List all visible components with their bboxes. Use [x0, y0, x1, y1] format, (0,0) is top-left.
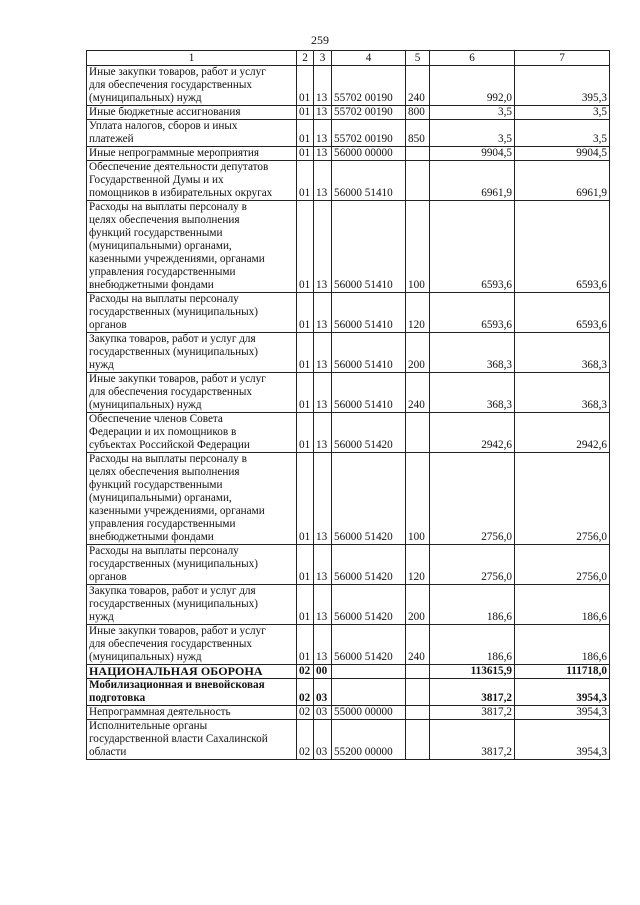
amount-col6-cell: 3817,2 [430, 706, 515, 720]
table-row [87, 453, 610, 545]
item-name-cell: Расходы на выплаты персоналу государственных (муниципальных) органов [87, 545, 297, 585]
target-article-cell: 56000 51420 [332, 545, 406, 585]
amount-col7-cell: 6961,9 [515, 161, 610, 201]
item-name-cell: Иные бюджетные ассигнования [87, 106, 297, 120]
expense-type-cell [406, 679, 430, 706]
subsection-code-cell: 03 [314, 706, 332, 720]
target-article-cell: 56000 51410 [332, 161, 406, 201]
amount-col6-cell: 186,6 [430, 585, 515, 625]
target-article-cell: 56000 51410 [332, 373, 406, 413]
table-row [87, 161, 610, 201]
page-number: 259 [311, 33, 329, 47]
amount-col6-cell: 2756,0 [430, 453, 515, 545]
item-name-cell: Иные непрограммные мероприятия [87, 147, 297, 161]
amount-col7-cell: 9904,5 [515, 147, 610, 161]
table-header-row [87, 51, 610, 66]
subsection-code-cell: 13 [314, 585, 332, 625]
subsection-code-cell: 13 [314, 201, 332, 293]
subsection-code-cell: 03 [314, 720, 332, 760]
table-row [87, 333, 610, 373]
target-article-cell: 56000 51410 [332, 293, 406, 333]
target-article-cell: 55200 00000 [332, 720, 406, 760]
expense-type-cell [406, 720, 430, 760]
section-code-cell: 01 [297, 545, 314, 585]
amount-col6-cell: 2942,6 [430, 413, 515, 453]
column-header: 5 [406, 51, 430, 66]
subsection-code-cell: 13 [314, 106, 332, 120]
table-row [87, 679, 610, 706]
amount-col6-cell: 6593,6 [430, 293, 515, 333]
amount-col6-cell: 3817,2 [430, 679, 515, 706]
amount-col7-cell: 3,5 [515, 120, 610, 147]
table-row [87, 665, 610, 679]
amount-col6-cell: 992,0 [430, 66, 515, 106]
item-name-cell: НАЦИОНАЛЬНАЯ ОБОРОНА [87, 665, 297, 679]
target-article-cell [332, 665, 406, 679]
amount-col7-cell: 368,3 [515, 333, 610, 373]
amount-col7-cell: 3954,3 [515, 679, 610, 706]
section-code-cell: 01 [297, 585, 314, 625]
section-code-cell: 01 [297, 120, 314, 147]
subsection-code-cell: 13 [314, 413, 332, 453]
section-code-cell: 01 [297, 293, 314, 333]
subsection-code-cell: 13 [314, 373, 332, 413]
section-code-cell: 02 [297, 706, 314, 720]
amount-col6-cell: 113615,9 [430, 665, 515, 679]
section-code-cell: 02 [297, 720, 314, 760]
expense-type-cell [406, 706, 430, 720]
amount-col7-cell: 186,6 [515, 585, 610, 625]
item-name-cell: Закупка товаров, работ и услуг для государственных (муниципальных) нужд [87, 585, 297, 625]
section-code-cell: 01 [297, 625, 314, 665]
item-name-cell: Иные закупки товаров, работ и услуг для обеспечения государственных (муниципальных) нужд [87, 66, 297, 106]
table-row [87, 585, 610, 625]
amount-col6-cell: 3,5 [430, 120, 515, 147]
table-row [87, 120, 610, 147]
expense-type-cell: 200 [406, 333, 430, 373]
subsection-code-cell: 13 [314, 333, 332, 373]
subsection-code-cell: 13 [314, 120, 332, 147]
target-article-cell: 56000 51420 [332, 453, 406, 545]
amount-col6-cell: 9904,5 [430, 147, 515, 161]
expense-type-cell: 800 [406, 106, 430, 120]
item-name-cell: Мобилизационная и вневойсковая подготовка [87, 679, 297, 706]
subsection-code-cell: 13 [314, 147, 332, 161]
expense-type-cell: 100 [406, 453, 430, 545]
expense-type-cell: 100 [406, 201, 430, 293]
item-name-cell: Расходы на выплаты персоналу в целях обеспечения выполнения функций государственными (муниципальными) органами, казенными учреждениями, органами управления государственными внебюджетными фондами [87, 201, 297, 293]
amount-col7-cell: 111718,0 [515, 665, 610, 679]
table-row [87, 373, 610, 413]
target-article-cell: 56000 51420 [332, 625, 406, 665]
table-row [87, 293, 610, 333]
table-row [87, 625, 610, 665]
section-code-cell: 01 [297, 413, 314, 453]
target-article-cell: 56000 51410 [332, 201, 406, 293]
column-header: 3 [314, 51, 332, 66]
expense-type-cell [406, 413, 430, 453]
amount-col6-cell: 2756,0 [430, 545, 515, 585]
expense-type-cell: 240 [406, 373, 430, 413]
column-header: 2 [297, 51, 314, 66]
section-code-cell: 01 [297, 201, 314, 293]
amount-col6-cell: 3,5 [430, 106, 515, 120]
expense-type-cell: 200 [406, 585, 430, 625]
amount-col7-cell: 3954,3 [515, 706, 610, 720]
section-code-cell: 01 [297, 66, 314, 106]
subsection-code-cell: 00 [314, 665, 332, 679]
budget-table [86, 50, 610, 760]
table-row [87, 413, 610, 453]
item-name-cell: Уплата налогов, сборов и иных платежей [87, 120, 297, 147]
amount-col7-cell: 2942,6 [515, 413, 610, 453]
amount-col7-cell: 6593,6 [515, 293, 610, 333]
target-article-cell: 55702 00190 [332, 120, 406, 147]
section-code-cell: 02 [297, 665, 314, 679]
amount-col7-cell: 2756,0 [515, 545, 610, 585]
subsection-code-cell: 03 [314, 679, 332, 706]
column-header: 1 [87, 51, 297, 66]
subsection-code-cell: 13 [314, 161, 332, 201]
item-name-cell: Иные закупки товаров, работ и услуг для обеспечения государственных (муниципальных) нужд [87, 373, 297, 413]
subsection-code-cell: 13 [314, 625, 332, 665]
target-article-cell: 55702 00190 [332, 106, 406, 120]
expense-type-cell: 240 [406, 625, 430, 665]
subsection-code-cell: 13 [314, 453, 332, 545]
expense-type-cell: 120 [406, 545, 430, 585]
amount-col7-cell: 368,3 [515, 373, 610, 413]
subsection-code-cell: 13 [314, 66, 332, 106]
target-article-cell: 55702 00190 [332, 66, 406, 106]
target-article-cell: 56000 51420 [332, 585, 406, 625]
table-row [87, 706, 610, 720]
expense-type-cell: 850 [406, 120, 430, 147]
column-header: 6 [430, 51, 515, 66]
target-article-cell: 56000 00000 [332, 147, 406, 161]
amount-col6-cell: 6593,6 [430, 201, 515, 293]
section-code-cell: 01 [297, 373, 314, 413]
table-row [87, 545, 610, 585]
section-code-cell: 01 [297, 106, 314, 120]
column-header: 4 [332, 51, 406, 66]
amount-col7-cell: 3954,3 [515, 720, 610, 760]
item-name-cell: Обеспечение деятельности депутатов Государственной Думы и их помощников в избирательных округах [87, 161, 297, 201]
expense-type-cell: 120 [406, 293, 430, 333]
amount-col7-cell: 2756,0 [515, 453, 610, 545]
table-body [87, 51, 610, 760]
table-row [87, 106, 610, 120]
target-article-cell [332, 679, 406, 706]
section-code-cell: 01 [297, 161, 314, 201]
table-row [87, 201, 610, 293]
item-name-cell: Расходы на выплаты персоналу государственных (муниципальных) органов [87, 293, 297, 333]
item-name-cell: Непрограммная деятельность [87, 706, 297, 720]
amount-col6-cell: 186,6 [430, 625, 515, 665]
column-header: 7 [515, 51, 610, 66]
item-name-cell: Расходы на выплаты персоналу в целях обеспечения выполнения функций государственными (муниципальными) органами, казенными учреждениями, органами управления государственными внебюджетными фондами [87, 453, 297, 545]
section-code-cell: 01 [297, 147, 314, 161]
expense-type-cell [406, 161, 430, 201]
amount-col6-cell: 368,3 [430, 333, 515, 373]
amount-col7-cell: 3,5 [515, 106, 610, 120]
expense-type-cell: 240 [406, 66, 430, 106]
item-name-cell: Иные закупки товаров, работ и услуг для обеспечения государственных (муниципальных) нужд [87, 625, 297, 665]
amount-col6-cell: 368,3 [430, 373, 515, 413]
subsection-code-cell: 13 [314, 293, 332, 333]
table-row [87, 66, 610, 106]
item-name-cell: Закупка товаров, работ и услуг для государственных (муниципальных) нужд [87, 333, 297, 373]
amount-col7-cell: 6593,6 [515, 201, 610, 293]
amount-col6-cell: 6961,9 [430, 161, 515, 201]
item-name-cell: Исполнительные органы государственной власти Сахалинской области [87, 720, 297, 760]
target-article-cell: 55000 00000 [332, 706, 406, 720]
section-code-cell: 02 [297, 679, 314, 706]
section-code-cell: 01 [297, 453, 314, 545]
section-code-cell: 01 [297, 333, 314, 373]
expense-type-cell [406, 147, 430, 161]
expense-type-cell [406, 665, 430, 679]
amount-col7-cell: 186,6 [515, 625, 610, 665]
amount-col6-cell: 3817,2 [430, 720, 515, 760]
item-name-cell: Обеспечение членов Совета Федерации и их помощников в субъектах Российской Федерации [87, 413, 297, 453]
target-article-cell: 56000 51410 [332, 333, 406, 373]
amount-col7-cell: 395,3 [515, 66, 610, 106]
target-article-cell: 56000 51420 [332, 413, 406, 453]
table-row [87, 147, 610, 161]
table-row [87, 720, 610, 760]
subsection-code-cell: 13 [314, 545, 332, 585]
